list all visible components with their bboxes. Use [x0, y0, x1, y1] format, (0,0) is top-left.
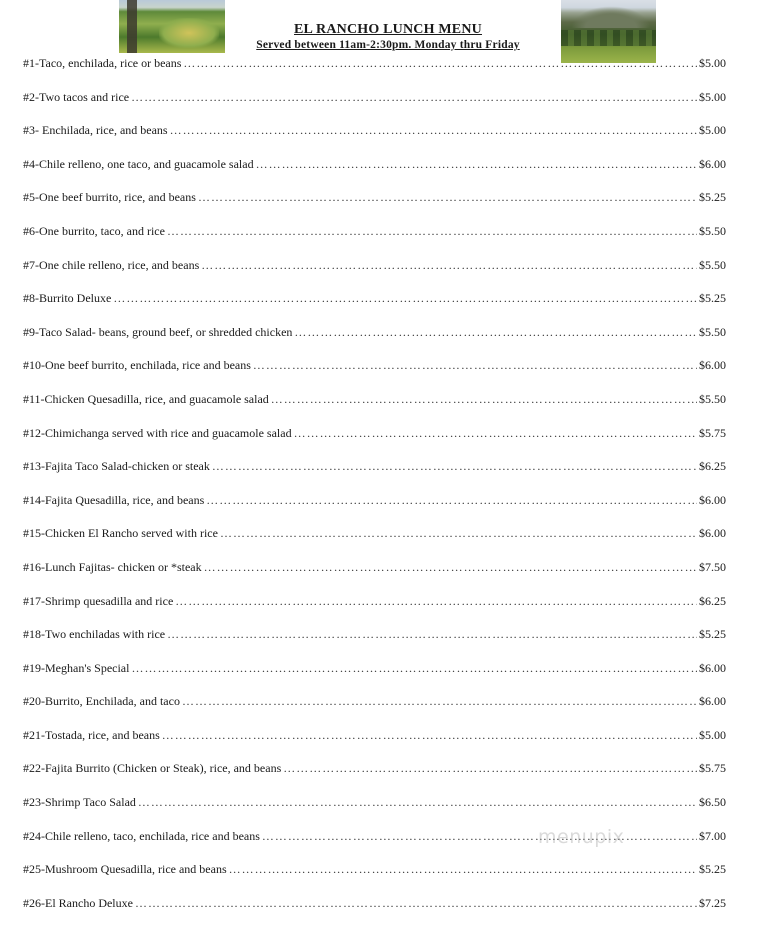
menu-item-name: #24-Chile relleno, taco, enchilada, rice and beans: [23, 828, 260, 843]
dot-leader: [256, 156, 697, 172]
menu-title: EL RANCHO LUNCH MENU: [294, 22, 482, 37]
menu-item-price: $6.00: [699, 492, 726, 507]
menu-item: [23, 492, 726, 526]
dot-leader: [220, 525, 697, 541]
menu-item-price: $5.25: [699, 190, 726, 205]
menu-item: [23, 122, 726, 156]
menu-item-price: $5.75: [699, 425, 726, 440]
menu-item-name: #15-Chicken El Rancho served with rice: [23, 526, 218, 541]
dot-leader: [162, 727, 697, 743]
menu-item: [23, 760, 726, 794]
menu-item: [23, 861, 726, 895]
menu-item-price: $5.50: [699, 324, 726, 339]
dot-leader: [167, 223, 697, 239]
dot-leader: [135, 895, 697, 911]
menu-item: [23, 425, 726, 459]
menu-item-name: #18-Two enchiladas with rice: [23, 627, 166, 642]
dot-leader: [294, 324, 697, 340]
dot-leader: [262, 828, 697, 844]
dot-leader: [212, 458, 697, 474]
menu-item-price: $5.50: [699, 391, 726, 406]
menu-item-name: #23-Shrimp Taco Salad: [23, 795, 136, 810]
menu-item: [23, 324, 726, 358]
dot-leader: [229, 861, 697, 877]
menu-item-price: $6.50: [699, 795, 726, 810]
menu-item-price: $5.00: [699, 89, 726, 104]
dot-leader: [175, 593, 697, 609]
menu-item-name: #8-Burrito Deluxe: [23, 291, 112, 306]
menu-item-price: $6.25: [699, 459, 726, 474]
menu-item-name: #25-Mushroom Quesadilla, rice and beans: [23, 862, 227, 877]
menu-item: [23, 156, 726, 190]
menu-item-name: #11-Chicken Quesadilla, rice, and guacamole salad: [23, 391, 269, 406]
menu-item-name: #6-One burrito, taco, and rice: [23, 223, 165, 238]
dot-leader: [138, 794, 697, 810]
menu-item-price: $5.25: [699, 862, 726, 877]
menu-item-price: $7.00: [699, 828, 726, 843]
dot-leader: [113, 290, 697, 306]
menu-item-name: #1-Taco, enchilada, rice or beans: [23, 56, 182, 70]
menu-item-name: #13-Fajita Taco Salad-chicken or steak: [23, 459, 210, 474]
menu-item: [23, 727, 726, 761]
menu-item-price: $5.25: [699, 291, 726, 306]
menu-item: [23, 458, 726, 492]
menu-item-name: #26-El Rancho Deluxe: [23, 895, 133, 910]
menu-item-name: #20-Burrito, Enchilada, and taco: [23, 694, 180, 709]
menu-item-price: $7.50: [699, 559, 726, 574]
menu-item: [23, 89, 726, 123]
menu-item-name: #16-Lunch Fajitas- chicken or *steak: [23, 559, 202, 574]
menu-item-name: #17-Shrimp quesadilla and rice: [23, 593, 174, 608]
menu-item-price: $6.25: [699, 593, 726, 608]
menu-item-name: #3- Enchilada, rice, and beans: [23, 123, 168, 138]
menu-item: [23, 223, 726, 257]
menu-item-name: #4-Chile relleno, one taco, and guacamole salad: [23, 156, 254, 171]
dot-leader: [204, 559, 697, 575]
watermark: menupix: [538, 826, 625, 848]
menu-hours: Served between 11am-2:30pm. Monday thru Friday: [256, 39, 520, 51]
dot-leader: [131, 89, 697, 105]
menu-item-price: $5.00: [699, 123, 726, 138]
dot-leader: [167, 626, 697, 642]
menu-item-name: #7-One chile relleno, rice, and beans: [23, 257, 200, 272]
dot-leader: [182, 693, 697, 709]
menu-item-name: #14-Fajita Quesadilla, rice, and beans: [23, 492, 205, 507]
menu-item: [23, 593, 726, 627]
menu-item: [23, 660, 726, 694]
menu-list: [23, 55, 726, 928]
menu-item-name: #10-One beef burrito, enchilada, rice and beans: [23, 358, 251, 373]
menu-item: [23, 895, 726, 928]
menu-item-price: $7.25: [699, 895, 726, 910]
menu-item: [23, 290, 726, 324]
menu-item-name: #9-Taco Salad- beans, ground beef, or shredded chicken: [23, 324, 293, 339]
menu-item: [23, 794, 726, 828]
menu-item-name: #21-Tostada, rice, and beans: [23, 727, 160, 742]
menu-item-price: $6.00: [699, 358, 726, 373]
menu-item-name: #19-Meghan's Special: [23, 660, 130, 675]
menu-item-price: $5.00: [699, 727, 726, 742]
dot-leader: [201, 257, 697, 273]
menu-item-name: #5-One beef burrito, rice, and beans: [23, 190, 196, 205]
menu-item: [23, 189, 726, 223]
menu-item-price: $6.00: [699, 660, 726, 675]
dot-leader: [183, 55, 697, 71]
menu-item-price: $6.00: [699, 526, 726, 541]
menu-item: [23, 357, 726, 391]
menu-item-name: #22-Fajita Burrito (Chicken or Steak), rice, and beans: [23, 761, 282, 776]
menu-item: [23, 257, 726, 291]
menu-item: [23, 693, 726, 727]
menu-item-price: $6.00: [699, 156, 726, 171]
menu-item: [23, 559, 726, 593]
dot-leader: [271, 391, 697, 407]
menu-item-price: $5.50: [699, 257, 726, 272]
menu-item: [23, 55, 726, 89]
menu-item-price: $5.25: [699, 627, 726, 642]
menu-item-price: $5.00: [699, 56, 726, 70]
dot-leader: [170, 122, 697, 138]
dot-leader: [131, 660, 697, 676]
menu-item-name: #2-Two tacos and rice: [23, 89, 130, 104]
menu-item-price: $6.00: [699, 694, 726, 709]
dot-leader: [198, 189, 697, 205]
dot-leader: [253, 357, 697, 373]
dot-leader: [206, 492, 697, 508]
menu-item-price: $5.50: [699, 223, 726, 238]
dot-leader: [283, 760, 697, 776]
menu-item: [23, 626, 726, 660]
menu-item-name: #12-Chimichanga served with rice and guacamole salad: [23, 425, 292, 440]
menu-item: [23, 525, 726, 559]
menu-item: [23, 391, 726, 425]
menu-item-price: $5.75: [699, 761, 726, 776]
dot-leader: [294, 425, 697, 441]
